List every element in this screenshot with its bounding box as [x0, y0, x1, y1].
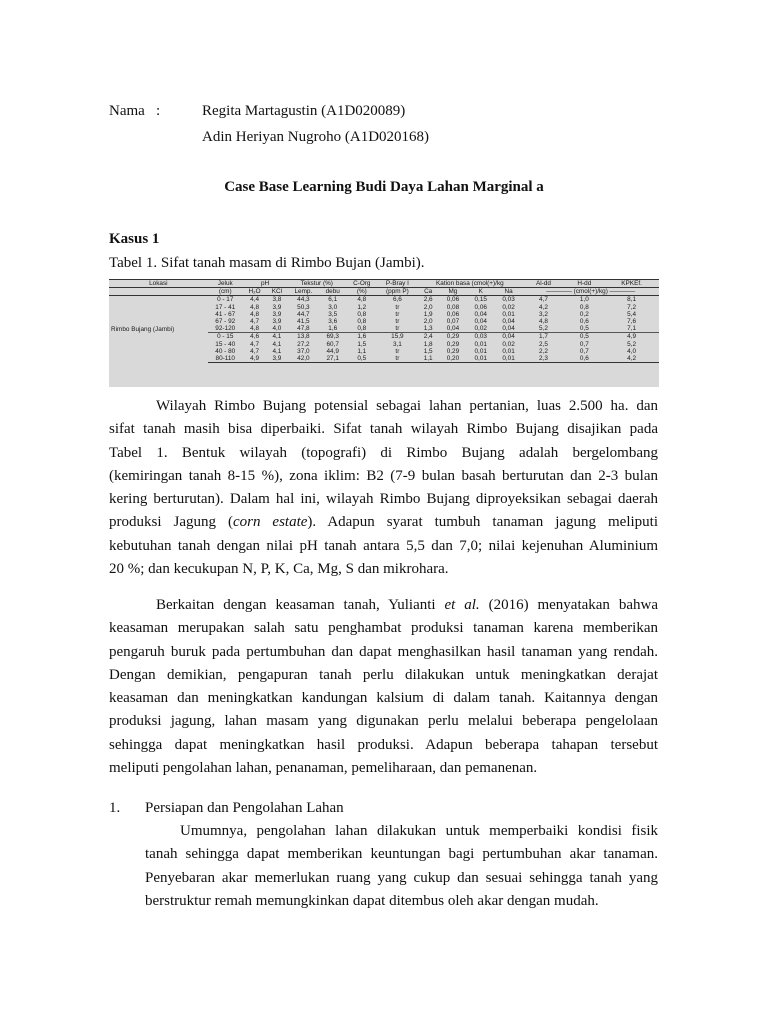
- table-cell: 3,1: [392, 340, 402, 348]
- table-cell: 7,6: [627, 318, 637, 326]
- table-header-row: [109, 280, 659, 288]
- table-cell: 1,0: [579, 296, 589, 304]
- text-line: keasaman dan meningkatkan kandungan kalsium di dalam tanah. Kaitannya dengan: [109, 690, 658, 707]
- table-subheader: H₂O: [243, 288, 267, 296]
- table-cell: 41,5: [297, 318, 310, 326]
- table-header: Lokasi: [109, 280, 208, 288]
- text-line: 20 %; dan kecukupan N, P, K, Ca, Mg, S dan mikrohara.: [109, 561, 449, 578]
- table-cell: 0,5: [346, 355, 377, 363]
- table-cell: 5,4: [627, 310, 637, 318]
- table-cell: 4,6: [243, 333, 267, 341]
- table-cell: 0,8: [357, 310, 367, 318]
- table-cell: 2,5: [539, 340, 548, 348]
- table-cell: 2,2: [539, 347, 548, 355]
- table-cell: 47,8: [297, 325, 310, 333]
- text-line: kering berturutan). Dalam hal ini, wilayah Rimbo Bujang diproyeksikan sebagai daerah: [109, 491, 658, 508]
- table-header: P-Bray I: [378, 280, 418, 288]
- table-cell: 41 - 67: [215, 310, 236, 318]
- table-cell: 0,04: [474, 310, 487, 318]
- table-location-cell: Rimbo Bujang (Jambi): [111, 325, 175, 333]
- table-cell: 1,1: [417, 355, 439, 363]
- table-cell: 4,7: [250, 318, 260, 326]
- text-line: Tabel 1. Bentuk wilayah (topografi) di Rimbo Bujang adalah bergelombang: [109, 444, 658, 461]
- text-line: produksi jagung, lahan masam yang digunakan perlu melalui beberapa pengelolaan: [109, 713, 658, 730]
- list-title: Persiapan dan Pengolahan Lahan: [145, 800, 344, 816]
- table-cell: 0,03: [502, 296, 515, 304]
- table-cell: 3,9: [272, 310, 282, 318]
- table-cell: tr: [395, 347, 400, 355]
- table-header: KPKEf.: [604, 280, 659, 288]
- table-cell: tr: [395, 318, 400, 326]
- table-cell: 4,2: [539, 303, 548, 311]
- table-cell: 4,4: [250, 296, 260, 304]
- table-subheader: K: [467, 288, 495, 296]
- table-cell: 3,9: [272, 303, 282, 311]
- table-cell: 2,6: [423, 296, 433, 304]
- table-cell: 17 - 41: [215, 303, 236, 311]
- table-cell: 2,0: [423, 318, 433, 326]
- name-label: Nama: [109, 103, 145, 119]
- table-cell: 0,02: [502, 340, 515, 348]
- table-cell: 4,8: [250, 310, 260, 318]
- table-cell: 7,2: [627, 303, 637, 311]
- table-cell: 60,7: [326, 340, 339, 348]
- soil-properties-table-image: [109, 279, 659, 387]
- table-cell: 0,8: [579, 303, 589, 311]
- table-cell: 0,20: [439, 355, 467, 363]
- table-cell: 6,6: [392, 296, 402, 304]
- table-cell: 1,6: [346, 333, 377, 341]
- table-cell: 69,3: [319, 333, 346, 341]
- table-cell: 4,7: [539, 296, 548, 304]
- table-cell: 3,9: [266, 355, 287, 363]
- table-cell: 67 - 92: [215, 318, 236, 326]
- table-cell: 4,2: [604, 355, 659, 363]
- table-cell: 15,9: [378, 333, 418, 341]
- table-cell: 4,1: [272, 347, 282, 355]
- table-cell: tr: [395, 325, 400, 333]
- table-cell: 27,1: [319, 355, 346, 363]
- text-line: Penyebaran akar memerlukan ruang yang cukup dan sesuai sehingga tanah yang: [145, 869, 658, 886]
- text-line: produksi Jagung (corn estate). Adapun syarat tumbuh tanaman jagung meliputi: [109, 514, 658, 531]
- table-cell: 6,1: [328, 296, 338, 304]
- table-cell: 4,9: [243, 355, 267, 363]
- table-cell: 0,01: [474, 347, 487, 355]
- text-line: Wilayah Rimbo Bujang potensial sebagai lahan pertanian, luas 2.500 ha. dan: [156, 398, 658, 414]
- table-subheader: Ca: [417, 288, 439, 296]
- document-title: Case Base Learning Budi Daya Lahan Marginal a: [224, 179, 544, 195]
- table-cell: 1,2: [357, 303, 367, 311]
- text-line: pengaruh buruk pada pertumbuhan dan dapat menghasilkan hasil tanaman yang rendah.: [109, 643, 658, 660]
- table-subheader: debu: [319, 288, 346, 296]
- table-cell: 0,7: [579, 347, 589, 355]
- table-cell: 4,0: [627, 347, 637, 355]
- table-header: C-Org: [346, 280, 377, 288]
- table-cell: 27,2: [297, 340, 310, 348]
- table-cell: 0,04: [474, 318, 487, 326]
- table-cell: 13,8: [287, 333, 319, 341]
- soil-properties-table: [109, 279, 659, 363]
- table-cell: 4,9: [604, 333, 659, 341]
- table-subheader: [109, 288, 208, 296]
- table-cell: 92-120: [215, 325, 236, 333]
- table-cell: 0,02: [474, 325, 487, 333]
- text-line: Dengan demikian, pengapuran tanah perlu dilakukan untuk meningkatkan derajat: [109, 666, 658, 683]
- table-cell: 4,1: [272, 340, 282, 348]
- table-cell: 3,5: [328, 310, 338, 318]
- table-cell: 0,6: [579, 318, 589, 326]
- table-subheader: (cm): [208, 288, 243, 296]
- table-cell: 0,5: [565, 333, 605, 341]
- table-cell: 2,0: [423, 303, 433, 311]
- table-cell: 4,8: [250, 303, 260, 311]
- table-subheader: (ppm P): [378, 288, 418, 296]
- table-cell: 3,0: [328, 303, 338, 311]
- table-cell: 0,6: [565, 355, 605, 363]
- table-cell: 0,04: [446, 325, 460, 333]
- text-line: (kemiringan tanah 8-15 %), zona iklim: B2 (7-9 bulan basah berturutan dan 2-3 bulan: [109, 467, 658, 484]
- table-cell: 0,5: [579, 325, 589, 333]
- table-cell: 0,15: [474, 296, 487, 304]
- table-cell: 7,1: [627, 325, 637, 333]
- case-heading: Kasus 1: [109, 231, 160, 247]
- text-line: keasaman merupakan salah satu penghambat produksi tanaman karena memberikan: [109, 620, 658, 637]
- table-cell: tr: [395, 303, 400, 311]
- table-cell: 1,6: [328, 325, 338, 333]
- list-number: 1.: [109, 800, 121, 816]
- table-header: pH: [243, 280, 288, 288]
- table-subheader: Na: [495, 288, 523, 296]
- table-cell: 3,8: [272, 296, 282, 304]
- table-cell: 0,8: [357, 318, 367, 326]
- table-cell: 0,02: [502, 303, 515, 311]
- table-cell: 0,01: [495, 355, 523, 363]
- table-cell: tr: [395, 310, 400, 318]
- text-line: berstruktur remah memungkinkan dapat ditembus oleh akar dengan mudah.: [145, 892, 599, 909]
- table-header: Tekstur (%): [287, 280, 346, 288]
- table-cell: tr: [378, 355, 418, 363]
- table-cell: 15 - 40: [215, 340, 236, 348]
- table-cell: 0 - 15: [208, 333, 243, 341]
- text-line: meliputi pengolahan lahan, penanaman, pemeliharaan, dan pemanenan.: [109, 760, 538, 777]
- table-cell: 40 - 80: [215, 347, 236, 355]
- text-line: sehingga dapat meningkatkan hasil produksi. Adapun beberapa tahapan tersebut: [109, 736, 658, 753]
- table-cell: 4,8: [539, 318, 548, 326]
- table-subheader: ———— (cmol(+)/kg) ————: [522, 288, 659, 296]
- table-cell: 0,7: [579, 340, 589, 348]
- table-cell: 1,8: [423, 340, 433, 348]
- table-subheader-row: [109, 288, 659, 296]
- table-cell: 0,04: [502, 318, 515, 326]
- table-cell: 0,07: [446, 318, 460, 326]
- table-subheader: Lemp.: [287, 288, 319, 296]
- table-cell: 42,0: [287, 355, 319, 363]
- text-line: tanah sehingga dapat memberikan keuntungan bagi pertumbuhan akar tanaman.: [145, 846, 658, 863]
- table-cell: 44,7: [297, 310, 310, 318]
- table-cell: 1,5: [357, 340, 367, 348]
- table-cell: 4,8: [250, 325, 260, 333]
- table-cell: 44,3: [297, 296, 310, 304]
- table-cell: 44,9: [326, 347, 339, 355]
- table-cell: 3,6: [328, 318, 338, 326]
- table-body: [109, 296, 659, 363]
- table-header: Kation basa (cmol(+)/kg: [417, 280, 522, 288]
- table-cell: 0,01: [502, 310, 515, 318]
- table-cell: 37,0: [297, 347, 310, 355]
- text-line: Berkaitan dengan keasaman tanah, Yulianti et al. (2016) menyatakan bahwa: [156, 597, 658, 613]
- table-cell: 0,06: [446, 310, 460, 318]
- table-cell: 0,01: [467, 355, 495, 363]
- table-cell: 0,29: [439, 333, 467, 341]
- table-cell: 5,2: [539, 325, 548, 333]
- paragraph-3: [145, 820, 658, 913]
- table-header: Jeluk: [208, 280, 243, 288]
- table-subheader: KCl: [266, 288, 287, 296]
- text-line: Umumnya, pengolahan lahan dilakukan untuk memperbaiki kondisi fisik: [180, 823, 658, 839]
- table-subheader: Mg: [439, 288, 467, 296]
- table-cell: 80-110: [208, 355, 243, 363]
- table-cell: 0,08: [446, 303, 460, 311]
- table-cell: 2,3: [522, 355, 564, 363]
- table-cell: 1,9: [423, 310, 433, 318]
- name-colon: :: [156, 103, 161, 119]
- table-cell: 0,04: [502, 325, 515, 333]
- table-cell: 0,29: [446, 340, 460, 348]
- table-subheader: (%): [346, 288, 377, 296]
- paragraph-2: [109, 594, 658, 780]
- table-cell: 4,8: [357, 296, 367, 304]
- table-cell: 1,3: [423, 325, 433, 333]
- table-cell: 8,1: [627, 296, 637, 304]
- table-header: H-dd: [565, 280, 605, 288]
- table-cell: 1,5: [423, 347, 433, 355]
- table-cell: 5,2: [627, 340, 637, 348]
- table-cell: 2,4: [417, 333, 439, 341]
- table-cell: 4,1: [266, 333, 287, 341]
- table-caption: Tabel 1. Sifat tanah masam di Rimbo Bujan (Jambi).: [109, 255, 425, 271]
- table-cell: 0,01: [474, 340, 487, 348]
- table-cell: 50,3: [297, 303, 310, 311]
- author-name-2: Adin Heriyan Nugroho (A1D020168): [202, 129, 430, 145]
- table-cell: 4,7: [250, 340, 260, 348]
- table-cell: 4,7: [250, 347, 260, 355]
- table-cell: 0,01: [502, 347, 515, 355]
- table-cell: 4,0: [272, 325, 282, 333]
- table-cell: 0,06: [474, 303, 487, 311]
- text-line: kebutuhan tanah dengan nilai pH tanah antara 5,5 dan 7,0; nilai kejenuhan Aluminium: [109, 537, 658, 554]
- table-cell: 1,1: [357, 347, 367, 355]
- table-row: [109, 296, 659, 304]
- table-cell: 0,2: [579, 310, 589, 318]
- table-cell: 3,2: [539, 310, 548, 318]
- author-name-1: Regita Martagustin (A1D020089): [202, 103, 406, 119]
- table-cell: 0,8: [357, 325, 367, 333]
- table-cell: 0 - 17: [217, 296, 234, 304]
- table-cell: 1,7: [522, 333, 564, 341]
- table-cell: 0,04: [495, 333, 523, 341]
- text-line: sifat tanah masih bisa diperbaiki. Sifat tanah wilayah Rimbo Bujang disajikan pada: [109, 421, 658, 438]
- paragraph-1: [109, 395, 658, 581]
- table-cell: 0,06: [446, 296, 460, 304]
- table-header: Al-dd: [522, 280, 564, 288]
- table-cell: 0,29: [446, 347, 460, 355]
- table-cell: 3,9: [272, 318, 282, 326]
- table-cell: 0,03: [467, 333, 495, 341]
